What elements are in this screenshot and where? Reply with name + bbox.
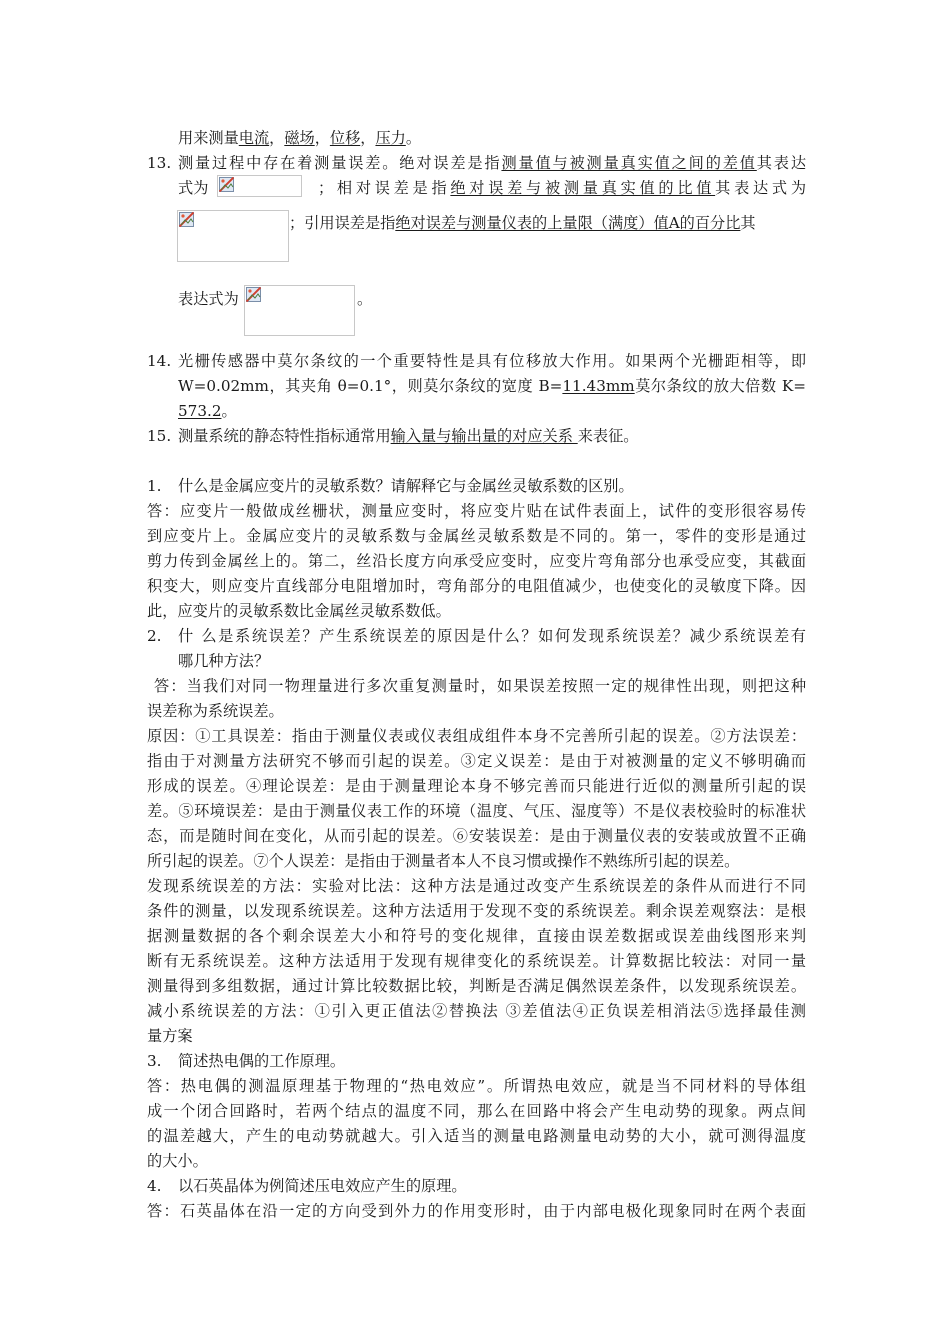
- question-number-2: 2.: [147, 627, 162, 645]
- answer-2-line: 发现系统误差的方法：实验对比法：这种方法是通过改变产生系统误差的条件从而进行不同: [147, 877, 806, 895]
- question-4: 以石英晶体为例简述压电效应产生的原理。: [178, 1177, 467, 1195]
- q14-line-1: 光栅传感器中莫尔条纹的一个重要特性是具有位移放大作用。如果两个光栅距相等，即: [178, 352, 806, 370]
- q13-line-1: [178, 152, 806, 174]
- q13-line-3: [289, 212, 756, 234]
- answer-2-line: 形成的误差。④理论误差：是由于测量理论本身不够完善而只能进行近似的测量所引起的误: [147, 777, 806, 795]
- answer-2-line: 误差称为系统误差。: [147, 702, 284, 720]
- q14-line-2: [178, 375, 806, 397]
- answer-1-line: 此，应变片的灵敏系数比金属丝灵敏系数低。: [147, 602, 451, 620]
- answer-1-line: 答：应变片一般做成丝栅状，测量应变时，将应变片贴在试件表面上，试件的变形很容易传: [147, 502, 806, 520]
- answer-3-line: 成一个闭合回路时，若两个结点的温度不同，那么在回路中将会产生电动势的现象。两点间: [147, 1102, 806, 1120]
- answer-2-line: 差。⑤环境误差：是由于测量仪表工作的环境（温度、气压、湿度等）不是仪表校验时的标准状: [147, 802, 806, 820]
- underlined-answer: 位移: [329, 129, 361, 147]
- answer-3-line: 答：热电偶的测温原理基于物理的“热电效应”。所谓热电效应，就是当不同材料的导体组: [147, 1077, 806, 1095]
- text: 。: [221, 402, 237, 420]
- answer-2-line: 答：当我们对同一物理量进行多次重复测量时，如果误差按照一定的规律性出现，则把这种: [154, 677, 806, 695]
- text: 来表征。: [577, 427, 639, 445]
- question-3: 简述热电偶的工作原理。: [178, 1052, 346, 1070]
- item-number-15: 15.: [147, 427, 172, 445]
- underlined-answer: 测量值与被测量真实值之间的差值: [501, 154, 757, 172]
- answer-2-line: 态，而是随时间在变化，从而引起的误差。⑥安装误差：是由于测量仪表的安装或放置不正确: [147, 827, 806, 845]
- q13-line-2-pre: 式为: [178, 179, 209, 197]
- text: ；引用误差是指: [289, 214, 396, 232]
- text: 其表达: [756, 154, 807, 172]
- text: W=0.02mm，其夹角 θ=0.1°，则莫尔条纹的宽度 B=: [178, 377, 563, 395]
- text: 莫尔条纹的放大倍数 K=: [634, 377, 806, 395]
- answer-1-line: 剪力传到金属丝上的。第二，丝沿长度方向承受应变时，应变片弯角部分也承受应变，其截面: [147, 552, 806, 570]
- q13-line-4-end: 。: [357, 290, 373, 308]
- answer-2-line: 量方案: [147, 1027, 193, 1045]
- underlined-answer: 绝对误差与测量仪表的上量限（满度）值A的百分比: [395, 214, 741, 232]
- underlined-answer: 磁场: [284, 129, 315, 147]
- broken-image-icon: [246, 287, 261, 302]
- broken-image-icon: [219, 177, 234, 192]
- answer-2-line: 减小系统误差的方法：①引入更正值法②替换法 ③差值法④正负误差相消法⑤选择最佳测: [147, 1002, 806, 1020]
- text: ；相对误差是指: [318, 179, 451, 197]
- question-number-3: 3.: [147, 1052, 162, 1070]
- question-number-4: 4.: [147, 1177, 162, 1195]
- text: ，: [360, 129, 376, 147]
- answer-1-line: 积变大，则应变片直线部分电阻增加时，弯角部分的电阻值减少，也使变化的灵敏度下降。因: [147, 577, 806, 595]
- text: 测量系统的静态特性指标通常用: [178, 427, 391, 445]
- text: 其: [740, 214, 756, 232]
- q14-line-3: [178, 400, 237, 422]
- q15-line: [178, 425, 638, 447]
- question-number-1: 1.: [147, 477, 162, 495]
- item-number-14: 14.: [147, 352, 172, 370]
- underlined-answer: 压力: [375, 129, 406, 147]
- answer-4-line: 答：石英晶体在沿一定的方向受到外力的作用变形时，由于内部电极化现象同时在两个表面: [147, 1202, 806, 1220]
- formula-image-relative-error: [177, 210, 289, 262]
- text: 。: [405, 129, 421, 147]
- text: 测量过程中存在着测量误差。绝对误差是指: [178, 154, 502, 172]
- answer-2-line: 原因：①工具误差：指由于测量仪表或仪表组成组件本身不完善所引起的误差。②方法误差：: [147, 727, 806, 745]
- q13-line-2: [318, 177, 806, 199]
- answer-2-line: 断有无系统误差。这种方法适用于发现有规律变化的系统误差。计算数据比较法：对同一量: [147, 952, 806, 970]
- broken-image-icon: [179, 212, 194, 227]
- answer-1-line: 到应变片上。金属应变片的灵敏系数与金属丝灵敏系数是不同的。第一，零件的变形是通过: [147, 527, 806, 545]
- answer-2-line: 条件的测量，以发现系统误差。这种方法适用于发现不变的系统误差。剩余误差观察法：是根: [147, 902, 806, 920]
- formula-image-reference-error: [244, 285, 355, 336]
- answer-3-line: 的温差越大，产生的电动势就越大。引入适当的测量电路测量电动势的大小，就可测得温度: [147, 1127, 806, 1145]
- answer-2-line: 所引起的误差。⑦个人误差：是指由于测量者本人不良习惯或操作不熟练所引起的误差。: [147, 852, 740, 870]
- underlined-answer: 电流: [238, 129, 270, 147]
- underlined-answer: 输入量与输出量的对应关系: [390, 427, 578, 445]
- list-item-12-continuation: [178, 127, 421, 149]
- formula-image-absolute-error: [217, 175, 302, 197]
- text: 其表达式为: [715, 179, 807, 197]
- answer-3-line: 的大小。: [147, 1152, 208, 1170]
- underlined-answer: 11.43mm: [562, 377, 635, 395]
- underlined-answer: 573.2: [178, 402, 222, 420]
- answer-2-line: 测量得到多组数据，通过计算比较数据比较，判断是否满足偶然误差条件，以发现系统误差。: [147, 977, 806, 995]
- question-2-line-2: 哪几种方法？: [178, 652, 270, 670]
- item-number-13: 13.: [147, 154, 172, 172]
- answer-2-line: 据测量数据的各个剩余误差大小和符号的变化规律，直接由误差数据或误差曲线图形来判: [147, 927, 806, 945]
- q13-line-4-pre: 表达式为: [178, 290, 239, 308]
- underlined-answer: 绝对误差与被测量真实值的比值: [450, 179, 716, 197]
- question-2-line-1: 什 么是系统误差？产生系统误差的原因是什么？如何发现系统误差？减少系统误差有: [178, 627, 806, 645]
- question-1: 什么是金属应变片的灵敏系数？请解释它与金属丝灵敏系数的区别。: [178, 477, 634, 495]
- text: ，: [269, 129, 285, 147]
- text: ，: [314, 129, 330, 147]
- text: 用来测量: [178, 129, 239, 147]
- answer-2-line: 指由于对测量方法研究不够而引起的误差。③定义误差：是由于对被测量的定义不够明确而: [147, 752, 806, 770]
